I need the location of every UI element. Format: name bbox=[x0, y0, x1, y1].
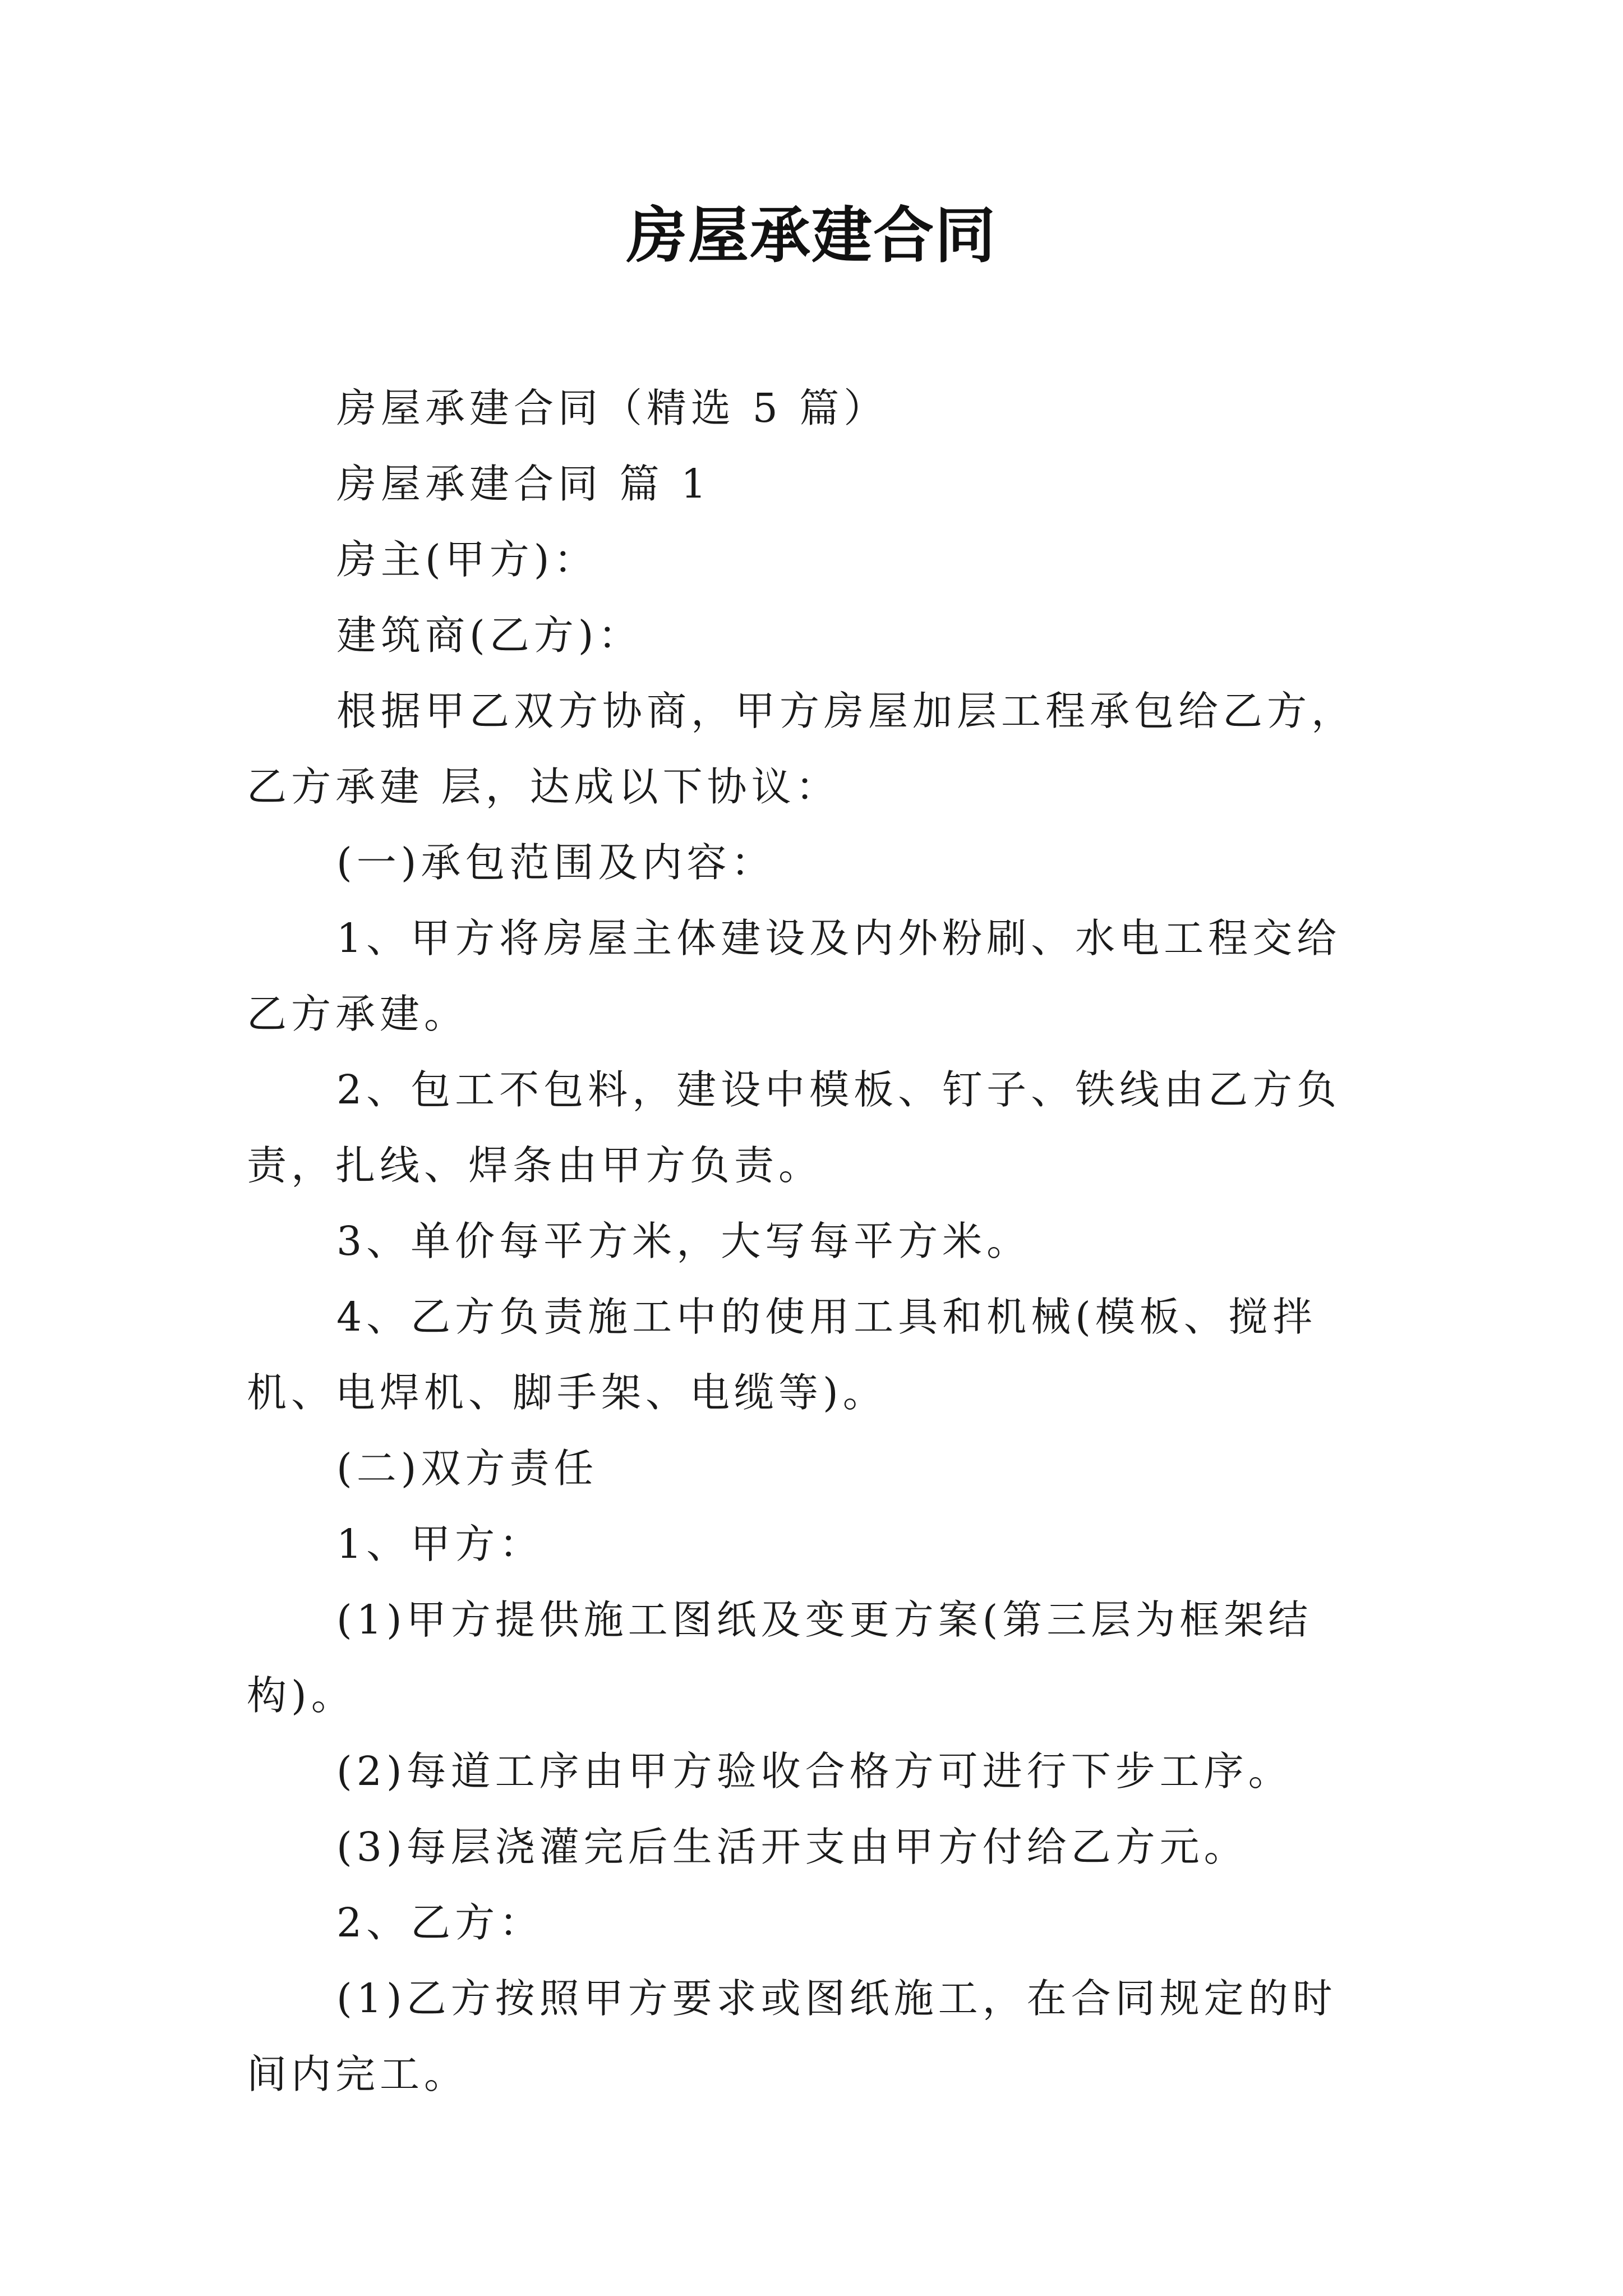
paragraph: 3、单价每平方米，大写每平方米。 bbox=[336, 1218, 1031, 1264]
paragraph: 房屋承建合同 篇 1 bbox=[336, 461, 711, 507]
paragraph: 房主(甲方)： bbox=[336, 536, 598, 583]
paragraph: 4、乙方负责施工中的使用工具和机械(模板、搅拌机、电焊机、脚手架、电缆等)。 bbox=[247, 1294, 1317, 1416]
document-body bbox=[247, 370, 1380, 2112]
document-title: 房屋承建合同 bbox=[626, 200, 997, 271]
paragraph: (一)承包范围及内容： bbox=[336, 839, 776, 886]
paragraph: 建筑商(乙方)： bbox=[336, 612, 643, 659]
paragraph: 房屋承建合同（精选 5 篇） bbox=[336, 385, 888, 431]
paragraph: 2、包工不包料，建设中模板、钉子、铁线由乙方负责，扎线、焊条由甲方负责。 bbox=[247, 1066, 1341, 1189]
paragraph: 1、甲方： bbox=[336, 1521, 544, 1567]
paragraph: (2)每道工序由甲方验收合格方可进行下步工序。 bbox=[336, 1748, 1293, 1795]
paragraph: (3)每层浇灌完后生活开支由甲方付给乙方元。 bbox=[336, 1824, 1248, 1870]
paragraph: (1)乙方按照甲方要求或图纸施工，在合同规定的时间内完工。 bbox=[247, 1975, 1337, 2097]
paragraph: (二)双方责任 bbox=[336, 1445, 598, 1492]
paragraph: 1、甲方将房屋主体建设及内外粉刷、水电工程交给乙方承建。 bbox=[247, 915, 1341, 1037]
paragraph: (1)甲方提供施工图纸及变更方案(第三层为框架结构)。 bbox=[247, 1596, 1313, 1719]
paragraph: 根据甲乙双方协商，甲方房屋加层工程承包给乙方，乙方承建 层，达成以下协议： bbox=[247, 688, 1356, 810]
paragraph: 2、乙方： bbox=[336, 1899, 544, 1946]
